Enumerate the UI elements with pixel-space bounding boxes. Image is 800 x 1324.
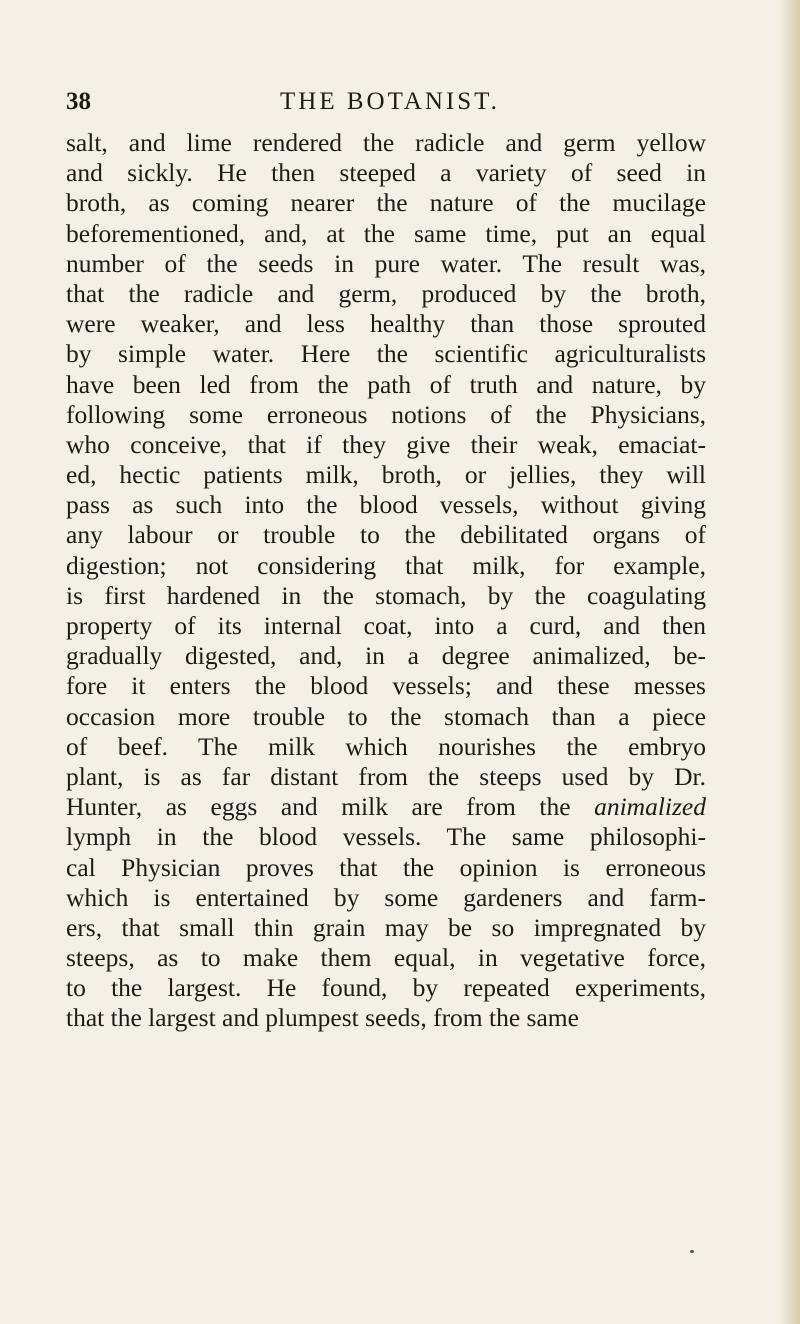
running-head: THE BOTANIST. <box>280 88 500 115</box>
ink-speck <box>690 1250 694 1253</box>
page-edge <box>778 0 800 1324</box>
text-line: and sickly. He then steeped a variety of seed in <box>66 158 706 188</box>
text-line: beforementioned, and, at the same time, put an equal <box>66 218 706 248</box>
text-line-segment: Hunter, as eggs and milk are from the <box>66 792 571 822</box>
text-line: by simple water. Here the scientific agriculturalists <box>66 339 706 369</box>
text-line: plant, is as far distant from the steeps used by Dr. <box>66 761 706 791</box>
text-line: lymph in the blood vessels. The same philosophi- <box>66 822 706 852</box>
text-line: number of the seeds in pure water. The result was, <box>66 248 706 278</box>
text-line: following some erroneous notions of the Physicians, <box>66 399 706 429</box>
text-line: property of its internal coat, into a curd, and then <box>66 611 706 640</box>
text-line: gradually digested, and, in a degree animalized, be- <box>66 641 706 671</box>
italic-word: animalized <box>594 792 706 822</box>
text-line-with-italic <box>66 792 706 822</box>
body-text <box>66 128 706 1034</box>
text-line: any labour or trouble to the debilitated organs of <box>66 520 706 550</box>
page-number: 38 <box>66 88 91 115</box>
text-line: that the radicle and germ, produced by the broth, <box>66 278 706 308</box>
text-line: steeps, as to make them equal, in vegetative force, <box>66 943 706 973</box>
text-line: were weaker, and less healthy than those sprouted <box>66 309 706 339</box>
text-line: cal Physician proves that the opinion is erroneous <box>66 852 706 882</box>
text-line: broth, as coming nearer the nature of the mucilage <box>66 188 706 218</box>
page-header <box>66 88 706 122</box>
text-line: pass as such into the blood vessels, without giving <box>66 490 706 520</box>
text-line: have been led from the path of truth and nature, by <box>66 369 706 399</box>
text-line: that the largest and plumpest seeds, from the same <box>66 1003 579 1033</box>
text-line: ers, that small thin grain may be so impregnated by <box>66 912 706 942</box>
text-line: ed, hectic patients milk, broth, or jellies, they will <box>66 460 706 490</box>
text-line: digestion; not considering that milk, for example, <box>66 550 706 580</box>
text-line: is first hardened in the stomach, by the coagulating <box>66 580 706 610</box>
text-line: which is entertained by some gardeners and farm- <box>66 882 706 912</box>
text-line: occasion more trouble to the stomach than a piece <box>66 701 706 731</box>
text-line: to the largest. He found, by repeated experiments, <box>66 973 706 1003</box>
text-line: of beef. The milk which nourishes the embryo <box>66 731 706 761</box>
text-line: who conceive, that if they give their weak, emaciat- <box>66 429 706 459</box>
text-line: salt, and lime rendered the radicle and germ yellow <box>66 128 706 157</box>
text-line: fore it enters the blood vessels; and these messes <box>66 671 706 701</box>
